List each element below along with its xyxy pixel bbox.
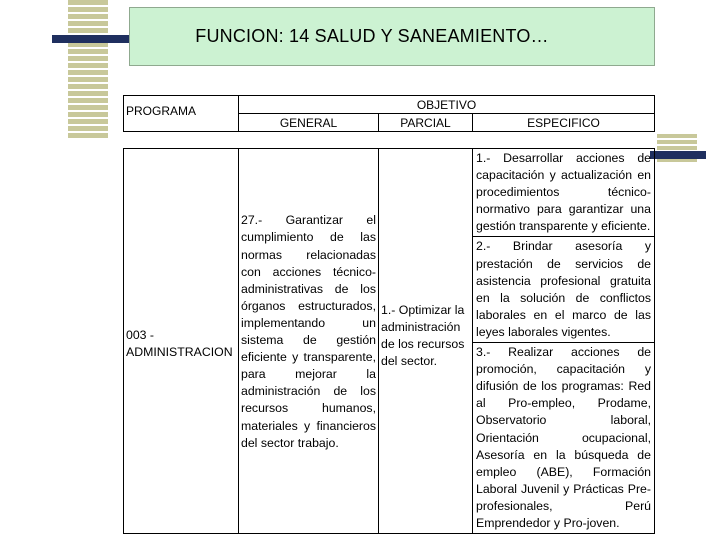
decorative-line [52,35,130,43]
header-parcial: PARCIAL [379,114,473,132]
cell-parcial: 1.- Optimizar la administración de los recursos del sector. [379,149,473,534]
header-programa: PROGRAMA [124,96,239,132]
header-especifico: ESPECIFICO [473,114,655,132]
table-row [124,149,655,534]
especifico-item: 3.- Realizar acciones de promoción, capacitación y difusión de los programas: Red al Pro-empleo, Prodame, Observatorio laboral, Orientación ocupacional, Asesoría en la búsqueda de empleo (ABE), Formación Laboral Juvenil y Prácticas Pre-profesionales, Perú Emprendedor y Pro-joven. [476,345,651,530]
header-table [123,95,655,132]
especifico-item: 1.- Desarrollar acciones de capacitación y actualización en procedimientos técnico-normativo para garantizar una gestión transparente y eficiente. [473,149,654,237]
header-general: GENERAL [239,114,379,132]
page-title: FUNCION: 14 SALUD Y SANEAMIENTO… [195,26,549,46]
cell-programa: 003 - ADMINISTRACION [124,149,239,534]
objectives-table [123,148,655,534]
cell-general: 27.- Garantizar el cumplimiento de las normas relacionadas con acciones técnico-administrativas de los órganos estructurados, implementando un sistema de gestión eficiente y transparente, para mejorar la administración de los recursos humanos, materiales y financieros del sector trabajo. [239,149,379,534]
title-box [129,7,655,66]
especifico-item: 2.- Brindar asesoría y prestación de servicios de asistencia profesional gratuita en la solución de conflictos laborales en el marco de las leyes laborales vigentes. [473,237,654,343]
decorative-stripes-small [657,134,697,164]
header-objetivo: OBJETIVO [239,96,655,114]
decorative-line-right [650,151,706,159]
cell-especifico [473,149,655,534]
decorative-stripes [68,0,108,138]
